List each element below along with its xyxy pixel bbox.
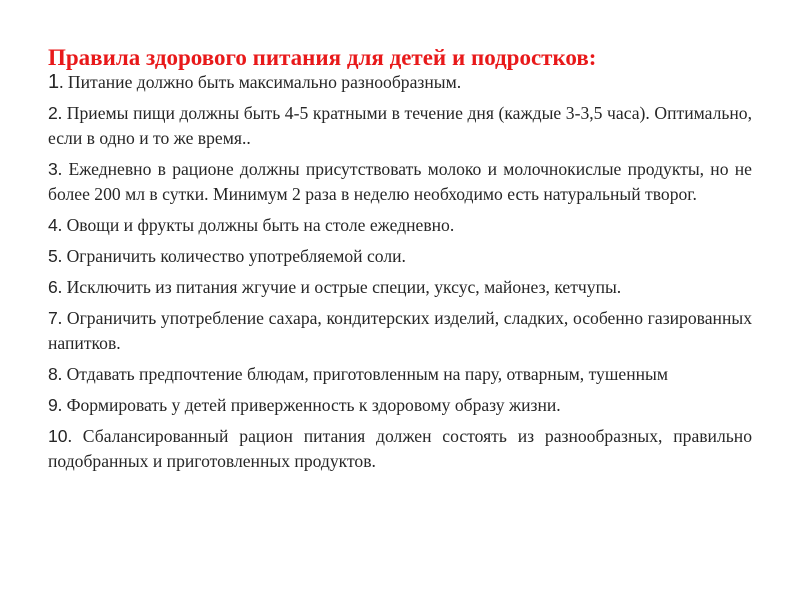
- rule-item-7: [48, 306, 752, 356]
- slide-content: [48, 42, 752, 480]
- rule-number: 7: [48, 308, 58, 328]
- rule-item-4: [48, 213, 752, 238]
- rule-text: . Ограничить количество употребляемой соли.: [57, 246, 406, 266]
- rule-text: . Формировать у детей приверженность к здоровому образу жизни.: [57, 395, 561, 415]
- rules-list: [48, 70, 752, 474]
- rule-number: 1: [48, 71, 60, 93]
- rule-item-6: [48, 275, 752, 300]
- rule-item-5: [48, 244, 752, 269]
- rule-number: 2: [48, 103, 58, 123]
- rule-item-3: [48, 157, 752, 207]
- rule-text: . Отдавать предпочтение блюдам, приготовленным на пару, отварным, тушенным: [57, 364, 668, 384]
- rule-item-9: [48, 393, 752, 418]
- rule-text: . Сбалансированный рацион питания должен состоять из разнообразных, правильно подобранных и приготовленных продуктов.: [48, 426, 752, 471]
- slide-title: Правила здорового питания для детей и подростков:: [48, 45, 597, 70]
- rule-text: . Приемы пищи должны быть 4-5 кратными в течение дня (каждые 3-3,5 часа). Оптимально, если в одно и то же время..: [48, 103, 752, 148]
- rule-text: . Ограничить употребление сахара, кондитерских изделий, сладких, особенно газированных напитков.: [48, 308, 752, 353]
- rule-item-1: [48, 70, 752, 95]
- rule-number: 8: [48, 364, 58, 384]
- rule-number: 6: [48, 277, 58, 297]
- rule-text: . Овощи и фрукты должны быть на столе ежедневно.: [57, 215, 455, 235]
- rule-number: 5: [48, 246, 58, 266]
- rule-number: 3: [48, 159, 58, 179]
- rule-text: . Исключить из питания жгучие и острые специи, уксус, майонез, кетчупы.: [57, 277, 622, 297]
- rule-number: 10: [48, 426, 68, 446]
- rule-item-8: [48, 362, 752, 387]
- rule-number: 4: [48, 215, 58, 235]
- rule-text: . Ежедневно в рационе должны присутствовать молоко и молочнокислые продукты, но не более 200 мл в сутки. Минимум 2 раза в неделю необходимо есть натуральный творог.: [48, 159, 752, 204]
- rule-item-2: [48, 101, 752, 151]
- rule-text: . Питание должно быть максимально разнообразным.: [59, 72, 462, 92]
- rule-item-10: [48, 424, 752, 474]
- rule-number: 9: [48, 395, 58, 415]
